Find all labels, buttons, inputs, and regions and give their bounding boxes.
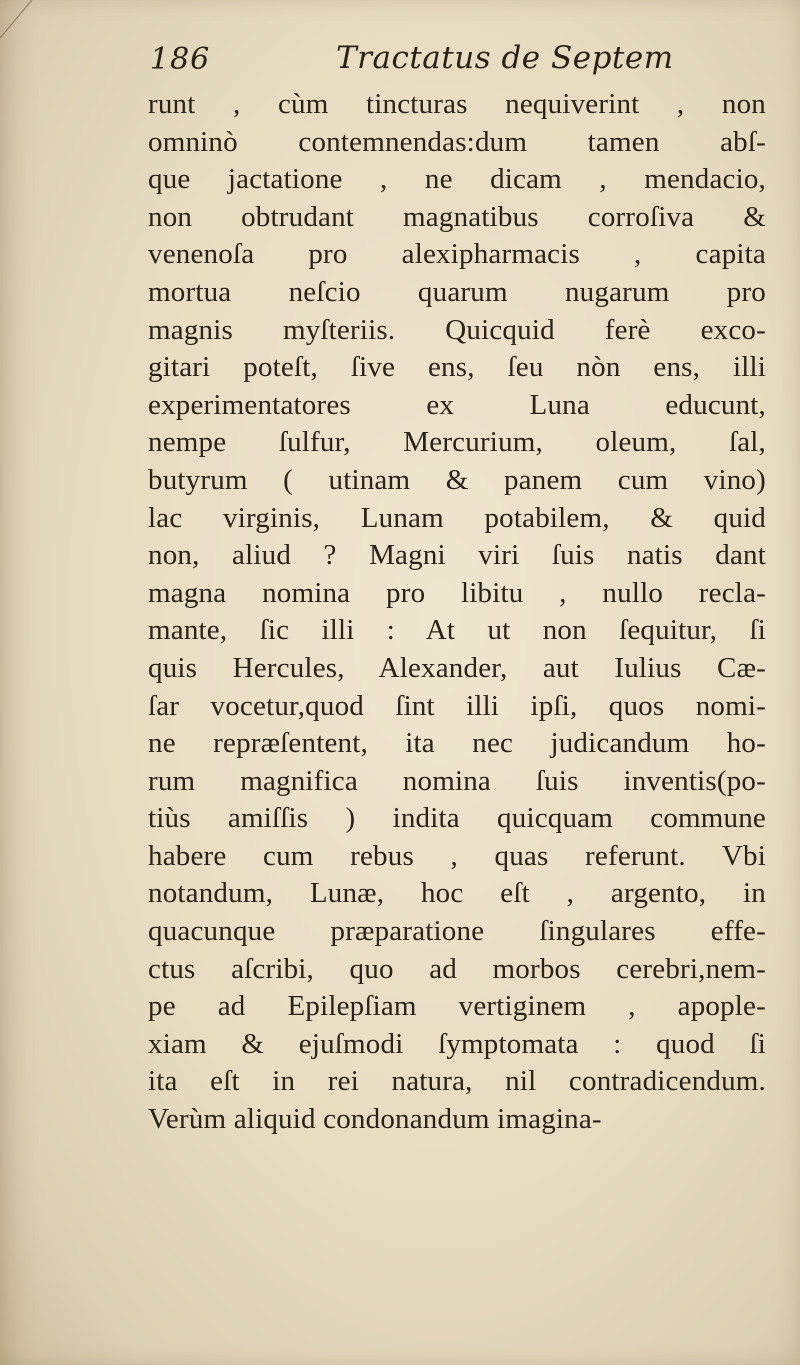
text-line: omninò contemnendas:dum tamen abſ-: [148, 125, 766, 158]
running-head: Tractatus de Septem: [336, 40, 674, 76]
text-line: ita eſt in rei natura, nil contradicendum.: [148, 1065, 766, 1098]
text-line: quis Hercules, Alexander, aut Iulius Cæ-: [148, 651, 766, 684]
text-line: ctus aſcribi, quo ad morbos cerebri,nem-: [148, 952, 766, 985]
text-line: quacunque præparatione ſingulares effe-: [148, 915, 766, 948]
text-line: que jactatione , ne dicam , mendacio,: [148, 163, 766, 196]
text-line: non, aliud ? Magni viri ſuis natis dant: [148, 539, 766, 572]
text-line: magnis myſteriis. Quicquid ferè exco-: [148, 313, 766, 346]
text-line: mante, ſic illi : At ut non ſequitur, ſi: [148, 614, 766, 647]
text-line: xiam & ejuſmodi ſymptomata : quod ſi: [148, 1027, 766, 1060]
text-line: lac virginis, Lunam potabilem, & quid: [148, 501, 766, 534]
text-line: notandum, Lunæ, hoc eſt , argento, in: [148, 877, 766, 910]
text-line: Verùm aliquid condonandum imagina-: [148, 1103, 602, 1136]
text-line: pe ad Epilepſiam vertiginem , apople-: [148, 990, 766, 1023]
corner-fold-mark: [0, 0, 60, 40]
text-line: non obtrudant magnatibus corroſiva &: [148, 200, 766, 233]
page-header: [150, 38, 750, 88]
text-line: nempe ſulfur, Mercurium, oleum, ſal,: [148, 426, 766, 459]
text-line: butyrum ( utinam & panem cum vino): [148, 463, 766, 496]
text-line: habere cum rebus , quas referunt. Vbi: [148, 839, 766, 872]
body-text: [148, 86, 766, 1139]
text-line: gitari poteſt, ſive ens, ſeu nòn ens, illi: [148, 351, 766, 384]
text-line: tiùs amiſſis ) indita quicquam commune: [148, 802, 766, 835]
text-line: rum magnifica nomina ſuis inventis(po-: [148, 764, 766, 797]
text-line: magna nomina pro libitu , nullo recla-: [148, 576, 766, 609]
text-line: mortua neſcio quarum nugarum pro: [148, 275, 766, 308]
text-line: experimentatores ex Luna educunt,: [148, 388, 766, 421]
text-line: ſar vocetur,quod ſint illi ipſi, quos nomi-: [148, 689, 766, 722]
text-line: runt , cùm tincturas nequiverint , non: [148, 88, 766, 120]
text-line: venenoſa pro alexipharmacis , capita: [148, 238, 766, 271]
page-number: 186: [150, 42, 211, 77]
text-line: ne repræſentent, ita nec judicandum ho-: [148, 727, 766, 760]
